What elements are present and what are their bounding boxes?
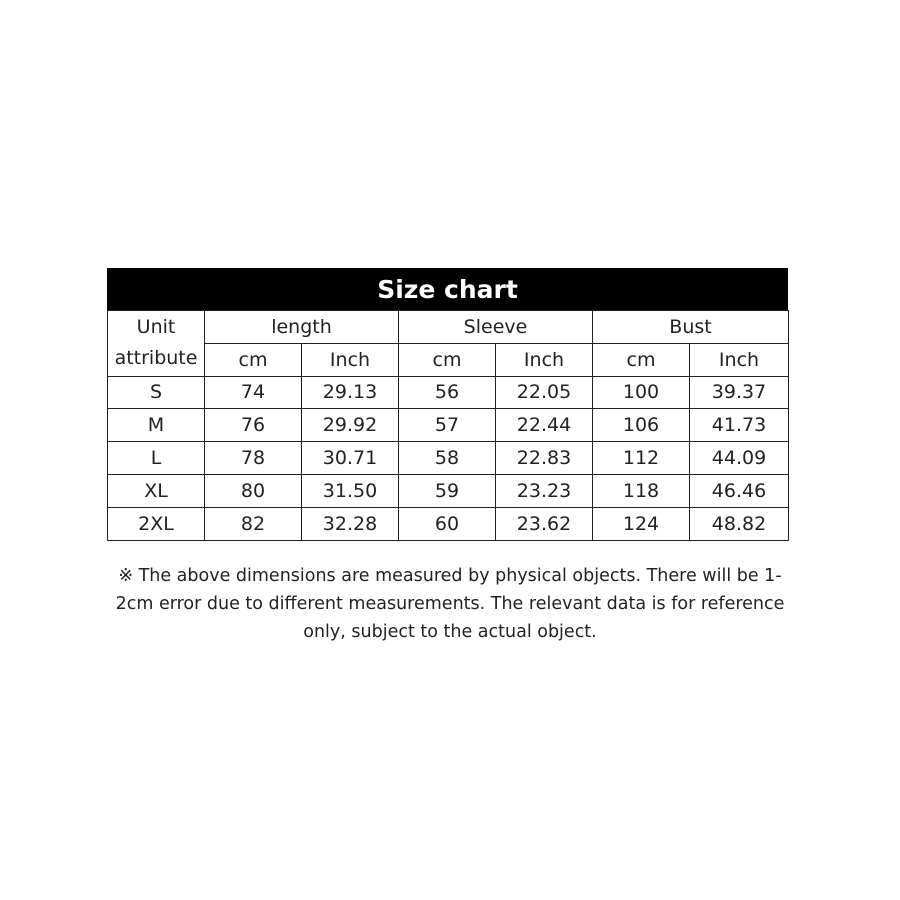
table-cell: 32.28 xyxy=(302,507,399,540)
table-cell: 22.05 xyxy=(496,376,593,409)
header-row-units xyxy=(108,343,789,376)
table-cell: 44.09 xyxy=(690,442,789,475)
table-cell: 106 xyxy=(593,409,690,442)
table-row xyxy=(108,376,789,409)
table-cell: 57 xyxy=(399,409,496,442)
table-cell: 22.83 xyxy=(496,442,593,475)
table-cell: 48.82 xyxy=(690,507,789,540)
table-cell: 29.92 xyxy=(302,409,399,442)
size-table xyxy=(107,310,789,541)
table-cell: 60 xyxy=(399,507,496,540)
group-header-length: length xyxy=(205,311,399,344)
table-cell: 100 xyxy=(593,376,690,409)
subheader-cell: Inch xyxy=(690,343,789,376)
table-cell: 41.73 xyxy=(690,409,789,442)
subheader-cell: Inch xyxy=(496,343,593,376)
table-row xyxy=(108,442,789,475)
table-cell: 39.37 xyxy=(690,376,789,409)
group-header-sleeve: Sleeve xyxy=(399,311,593,344)
table-row xyxy=(108,474,789,507)
table-cell: 74 xyxy=(205,376,302,409)
table-cell: 76 xyxy=(205,409,302,442)
table-cell: 118 xyxy=(593,474,690,507)
table-cell: 124 xyxy=(593,507,690,540)
size-cell: S xyxy=(108,376,205,409)
table-cell: 30.71 xyxy=(302,442,399,475)
subheader-cell: cm xyxy=(399,343,496,376)
table-cell: 46.46 xyxy=(690,474,789,507)
attribute-label: attribute xyxy=(114,347,198,370)
unit-label: Unit xyxy=(136,316,176,339)
header-row-groups xyxy=(108,311,789,344)
table-cell: 23.62 xyxy=(496,507,593,540)
table-cell: 58 xyxy=(399,442,496,475)
subheader-cell: cm xyxy=(593,343,690,376)
size-cell: L xyxy=(108,442,205,475)
size-cell: M xyxy=(108,409,205,442)
size-chart-title: Size chart xyxy=(107,268,788,310)
table-cell: 56 xyxy=(399,376,496,409)
table-cell: 59 xyxy=(399,474,496,507)
table-cell: 22.44 xyxy=(496,409,593,442)
measurement-note: ※ The above dimensions are measured by physical objects. There will be 1-2cm error due to different measurements. The relevant data is for reference only, subject to the actual object. xyxy=(115,566,785,642)
unit-attribute-header xyxy=(108,311,205,377)
size-cell: 2XL xyxy=(108,507,205,540)
subheader-cell: Inch xyxy=(302,343,399,376)
table-row xyxy=(108,507,789,540)
table-cell: 78 xyxy=(205,442,302,475)
size-chart xyxy=(107,268,788,541)
table-cell: 112 xyxy=(593,442,690,475)
size-cell: XL xyxy=(108,474,205,507)
table-row xyxy=(108,409,789,442)
table-cell: 23.23 xyxy=(496,474,593,507)
table-cell: 29.13 xyxy=(302,376,399,409)
table-cell: 80 xyxy=(205,474,302,507)
group-header-bust: Bust xyxy=(593,311,789,344)
table-cell: 31.50 xyxy=(302,474,399,507)
subheader-cell: cm xyxy=(205,343,302,376)
table-cell: 82 xyxy=(205,507,302,540)
